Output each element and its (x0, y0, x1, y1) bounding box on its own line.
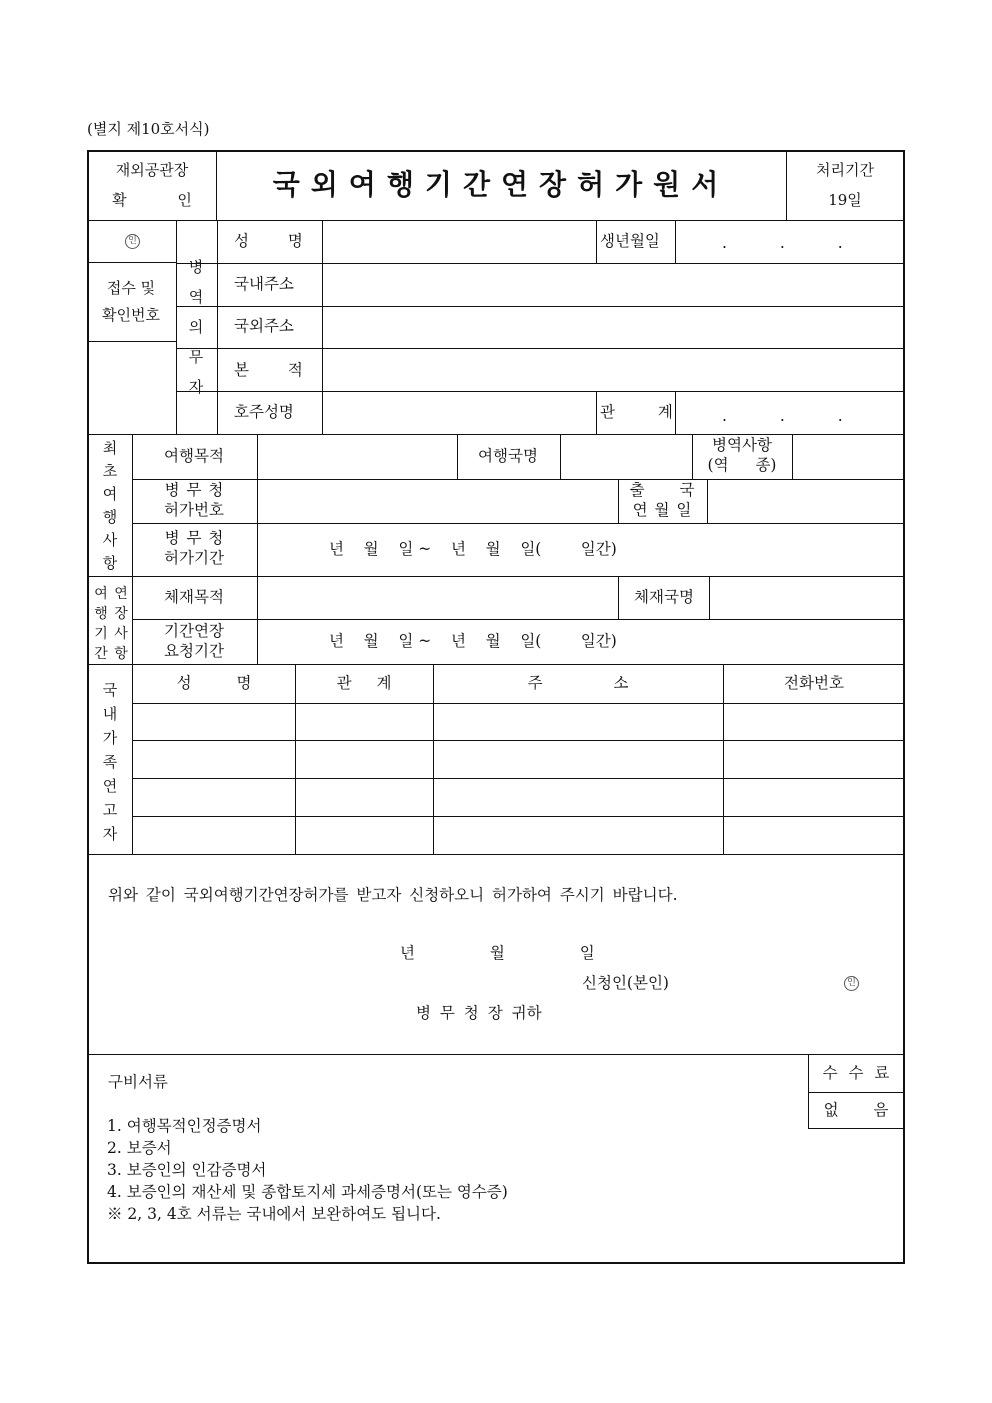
rule (692, 434, 693, 479)
relation-label: 관 계 (600, 403, 673, 421)
documents-list (107, 1115, 508, 1225)
extension-side-label-a: 여 행 기 간 (94, 586, 108, 662)
stay-purpose-label: 체재목적 (164, 588, 224, 606)
request-statement: 위와 같이 국외여행기간연장허가를 받고자 신청하오니 허가하여 주시기 바랍니다. (108, 886, 678, 904)
rule (87, 434, 905, 435)
document-note: ※ 2, 3, 4호 서류는 국내에서 보완하여도 됩니다. (107, 1205, 441, 1223)
permit-period-field[interactable]: 년 월 일 ~ 년 월 일( 일간) (329, 540, 617, 558)
consulate-confirm-label: 재외공관장 (115, 161, 189, 179)
family-col-phone: 전화번호 (784, 674, 844, 692)
rule (786, 150, 787, 220)
rule (176, 220, 177, 434)
permit-number-label: 병 무 청 (164, 481, 224, 499)
processing-period-value: 19일 (828, 191, 862, 209)
departure-date-label: 출 국 (629, 481, 695, 499)
form-title: 국외여행기간연장허가원서 (272, 168, 730, 201)
foreign-address-label: 국외주소 (234, 317, 294, 335)
family-row[interactable] (133, 704, 903, 739)
travel-purpose-field[interactable] (258, 435, 456, 478)
requested-period-label: 기간연장 (164, 622, 224, 640)
stay-country-label: 체재국명 (634, 588, 694, 606)
rule (132, 523, 905, 524)
family-side-label: 국 내 가 족 연 고 자 (102, 681, 118, 843)
rule (675, 391, 676, 434)
applicant-label: 신청인(본인) (582, 974, 669, 992)
receipt-label-2: 확인번호 (102, 306, 160, 324)
stay-country-field[interactable] (710, 577, 903, 618)
initial-travel-side-label: 최 초 여 행 사 항 (102, 439, 118, 572)
domicile-field[interactable] (323, 349, 903, 390)
addressee: 병 무 청 장 귀하 (416, 1004, 542, 1022)
family-row[interactable] (133, 817, 903, 853)
family-row[interactable] (133, 741, 903, 777)
military-status-label-2: (역 종) (707, 456, 777, 474)
household-head-label: 호주성명 (234, 403, 294, 421)
foreign-address-field[interactable] (323, 307, 903, 347)
family-col-address: 주 소 (527, 674, 629, 692)
rule (596, 391, 597, 434)
domestic-address-field[interactable] (323, 264, 903, 305)
permit-period-label: 병 무 청 (164, 529, 224, 547)
permit-number-field[interactable] (258, 480, 617, 522)
rule (87, 854, 905, 855)
permit-number-label-2: 허가번호 (164, 501, 224, 519)
rule (457, 434, 458, 479)
date-line[interactable]: 년 월 일 (400, 944, 595, 962)
rule (596, 220, 597, 263)
document-item: 4. 보증인의 재산세 및 종합토지세 과세증명서(또는 영수증) (107, 1183, 508, 1201)
birth-label: 생년월일 (600, 232, 660, 250)
seal-mark-icon: 인 (125, 234, 140, 249)
birth-field[interactable]: . . . (722, 234, 843, 252)
consulate-confirm-label-2: 확 인 (112, 191, 192, 209)
family-col-name: 성 명 (176, 674, 252, 692)
name-field[interactable] (323, 221, 595, 262)
domestic-address-label: 국내주소 (234, 275, 294, 293)
departure-date-field[interactable] (708, 480, 903, 522)
departure-date-label-2: 연 월 일 (632, 501, 692, 519)
document-item: 1. 여행목적인정증명서 (107, 1117, 262, 1135)
military-obligor-side-label: 병 역 의 무 자 (188, 258, 204, 396)
form-caption: (별지 제10호서식) (87, 120, 210, 138)
rule (87, 1054, 905, 1055)
document-item: 2. 보증서 (107, 1139, 172, 1157)
rule (87, 262, 176, 263)
military-status-field[interactable] (793, 435, 903, 478)
travel-country-label: 여행국명 (478, 447, 538, 465)
name-label: 성 명 (234, 232, 303, 250)
domicile-label: 본 적 (234, 361, 303, 379)
relation-field[interactable]: . . . (722, 407, 843, 425)
travel-country-field[interactable] (561, 435, 691, 478)
extension-side-label-b: 연 장 사 항 (114, 586, 128, 662)
stay-purpose-field[interactable] (258, 577, 617, 618)
rule (87, 664, 905, 665)
household-head-field[interactable] (323, 392, 595, 433)
document-item: 3. 보증인의 인감증명서 (107, 1161, 267, 1179)
military-status-label: 병역사항 (712, 436, 772, 454)
permit-period-label-2: 허가기간 (164, 549, 224, 567)
fee-value: 없 음 (823, 1101, 889, 1119)
family-col-relation: 관 계 (336, 674, 392, 692)
processing-period-label: 처리기간 (816, 161, 874, 179)
family-row[interactable] (133, 779, 903, 815)
rule (675, 220, 676, 263)
travel-purpose-label: 여행목적 (164, 447, 224, 465)
applicant-seal-icon: 인 (844, 976, 859, 991)
rule (217, 220, 218, 434)
rule (618, 479, 619, 523)
requested-period-field[interactable]: 년 월 일 ~ 년 월 일( 일간) (329, 632, 617, 650)
fee-label: 수 수 료 (822, 1064, 890, 1082)
requested-period-label-2: 요청기간 (164, 642, 224, 660)
rule (618, 576, 619, 619)
receipt-label: 접수 및 (106, 279, 156, 297)
rule (87, 341, 176, 342)
rule (132, 619, 905, 620)
documents-title: 구비서류 (108, 1073, 168, 1091)
